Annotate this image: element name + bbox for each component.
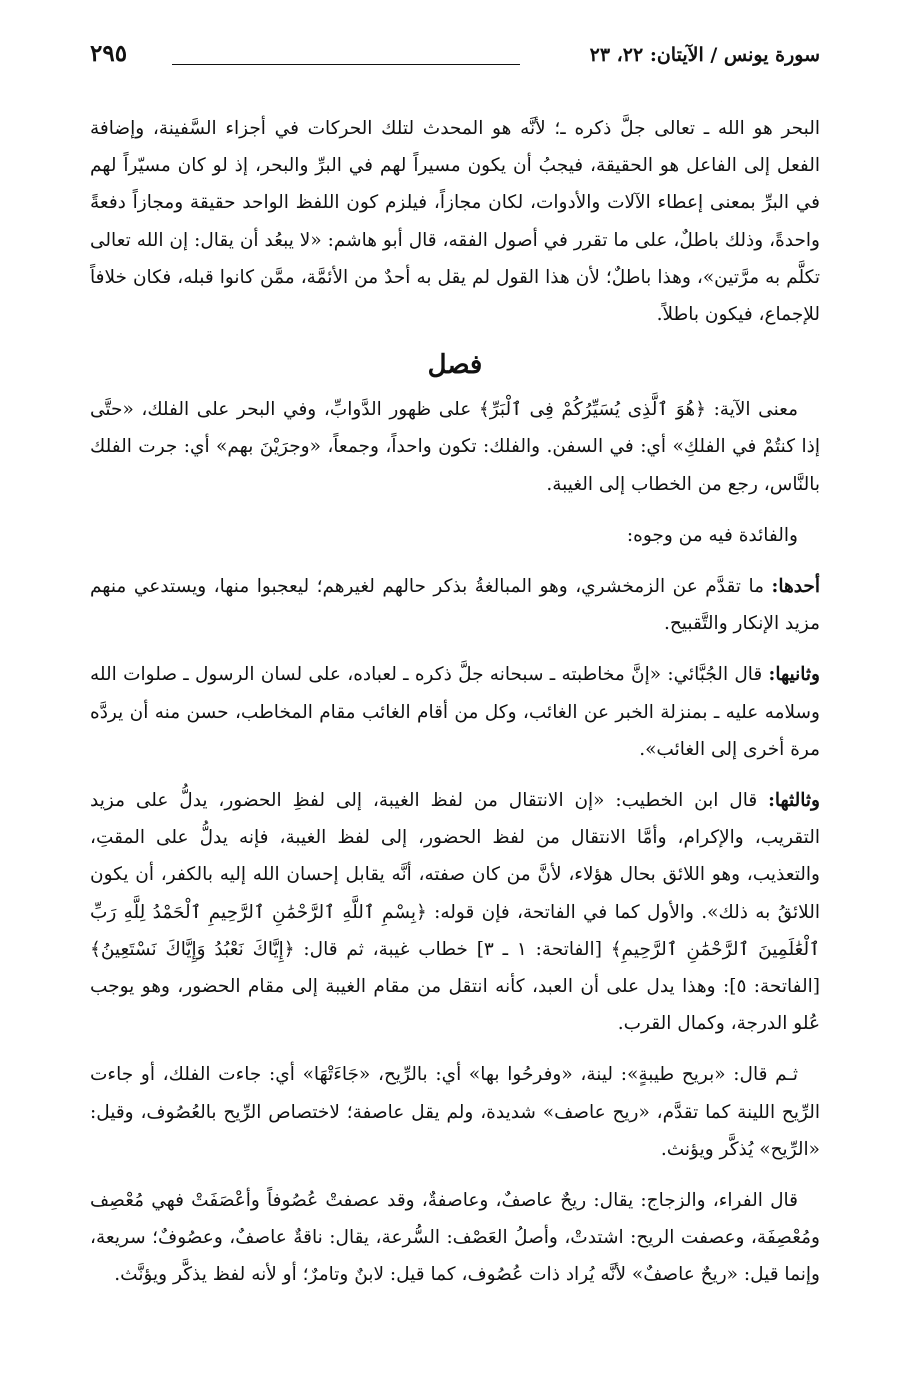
paragraph-4-text: ما تقدَّم عن الزمخشري، وهو المبالغةُ بذكر حالهم لغيرهم؛ ليعجبوا منها، ويستدعي منهم مزيد الإنكار والتَّقبيح. xyxy=(90,576,820,635)
section-heading: فصل xyxy=(427,350,483,381)
paragraph-4-lead: أحدها: xyxy=(771,576,820,598)
running-head xyxy=(90,36,820,76)
paragraph-6 xyxy=(90,782,820,1042)
paragraph-5-text: قال الجُبَّائي: «إنَّ مخاطبته ـ سبحانه جلَّ ذكره ـ لعباده، على لسان الرسول ـ صلوات الله وسلامه عليه ـ بمنزلة الخبر عن الغائب، وكل من أقام الغائب مقام المخاطب، حسن منه أن يردَّه مرة أخرى إلى الغائب». xyxy=(90,664,820,760)
paragraph-3: والفائدة فيه من وجوه: xyxy=(626,524,798,546)
page-number: ٢٩٥ xyxy=(90,40,128,67)
paragraph-6-lead: وثالثها: xyxy=(768,790,820,812)
paragraph-5-lead: وثانيها: xyxy=(768,664,820,686)
paragraph-4 xyxy=(90,568,820,642)
paragraph-1: البحر هو الله ـ تعالى جلَّ ذكره ـ؛ لأنَّه هو المحدث لتلك الحركات في أجزاء السَّفينة، وإضافة الفعل إلى الفاعل هو الحقيقة، فيجبُ أن يكون مسيراً لهم في البرِّ والبحر، إذ لو كان مسيّراً لهم في البرِّ بمعنى إعطاء الآلات والأدوات، لكان مجازاً، فيلزم كون اللفظ الواحد حقيقة ومجازاً دفعةً واحدةً، وذلك باطلٌ، على ما تقرر في أصول الفقه، قال أبو هاشم: «لا يبعُد أن يقال: إن الله تعالى تكلَّم به مرَّتين»، وهذا باطلٌ؛ لأن هذا القول لم يقل به أحدٌ من الأئمَّة، ممَّن كانوا قبله، فكان خلافاً للإجماع، فيكون باطلاً. xyxy=(90,118,820,326)
page-body xyxy=(90,110,820,1294)
paragraph-8: قال الفراء، والزجاج: يقال: ريحٌ عاصفٌ، وعاصفةٌ، وقد عصفتْ عُصُوفاً وأعْصَفَتْ فهي مُعْصِف ومُعْصِفَة، وعصفت الريح: اشتدتْ، وأصلُ العَصْف: السُّرعة، يقال: ناقةٌ عاصفٌ، وعصُوفٌ؛ سريعة، وإنما قيل: «ريحٌ عاصفٌ» لأنَّه يُراد ذات عُصُوف، كما قيل: لابنٌ وتامرٌ؛ أو لأنه لفظ يذكَّر ويؤنَّث. xyxy=(90,1190,820,1286)
paragraph-6-text: قال ابن الخطيب: «إن الانتقال من لفظ الغيبة، إلى لفظِ الحضور، يدلُّ على مزيد التقريب، والإكرام، وأمَّا الانتقال من لفظ الحضور، إلى لفظ الغيبة، فإنه يدلُّ على المقتِ، والتعذيب، وهو اللائق بحال هؤلاء، لأنَّ من كان صفته، أنَّه يقابل إحسان الله إليه بالكفر، أن يكون اللائقُ به ذلك». والأول كما في الفاتحة، فإن قوله: ﴿بِسْمِ ٱللَّهِ ٱلرَّحْمَٰنِ ٱلرَّحِيمِ ٱلْحَمْدُ لِلَّهِ رَبِّ ٱلْعَٰلَمِينَ ٱلرَّحْمَٰنِ ٱلرَّحِيمِ﴾ [الفاتحة: ١ ـ ٣] خطاب غيبة، ثم قال: ﴿إِيَّاكَ نَعْبُدُ وَإِيَّاكَ نَسْتَعِينُ﴾ [الفاتحة: ٥]: وهذا يدل على أن العبد، كأنه انتقل من مقام الغيبة إلى مقام الحضور، وهو يوجب عُلو الدرجة، وكمال القرب. xyxy=(90,790,820,1035)
paragraph-2: معنى الآية: ﴿هُوَ ٱلَّذِى يُسَيِّرُكُمْ فِى ٱلْبَرِّ﴾ على ظهور الدَّوابِّ، وفي البحر على الفلك، «حتَّى إذا كنتُمْ في الفلكِ» أي: في السفن. والفلك: تكون واحداً، وجمعاً، «وجرَيْنَ بهم» أي: جرت الفلك بالنَّاس، رجع من الخطاب إلى الغيبة. xyxy=(90,399,820,495)
paragraph-5 xyxy=(90,656,820,768)
running-title: سورة يونس / الآيتان: ٢٢، ٢٣ xyxy=(589,44,820,66)
header-rule xyxy=(172,64,520,65)
paragraph-7: ثـم قال: «بريح طيبةٍ»: لينة، «وفرحُوا بها» أي: بالرِّيح، «جَاءَتْهَا» أي: جاءت الفلك، أو جاءت الرِّيح اللينة كما تقدَّم، «ريح عاصف» شديدة، ولم يقل عاصفة؛ لاختصاص الرِّيح بالعُصُوف، وقيل: «الرِّيح» يُذكَّر ويؤنث. xyxy=(90,1064,820,1160)
